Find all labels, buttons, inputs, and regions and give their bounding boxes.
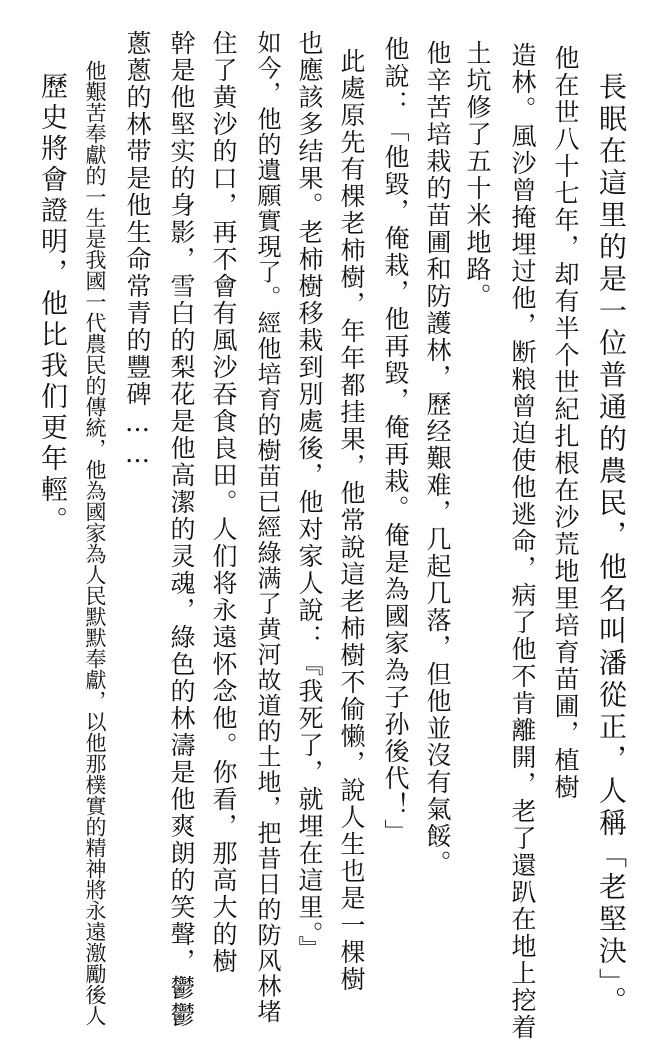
text-column-7: 此處原先有棵老柿樹，年年都挂果，他常說這老柿樹不偷懒，說人生也是一棵樹 — [337, 48, 366, 993]
text-column-8: 也應該多结果。老柿樹移栽到別處後，他对家人說：『我死了，就埋在這里。』 — [295, 30, 324, 963]
text-column-11: 幹是他堅实的身影，雪白的梨花是他高潔的灵魂，綠色的林濤是他爽朗的笑聲，鬱鬱 — [167, 30, 196, 1029]
text-column-4: 土坑修了五十米地路。 — [463, 40, 492, 310]
text-column-5: 他辛苦培栽的苗圃和防護林，歷经艱难，几起几落，但他並沒有氣餒。 — [423, 40, 452, 877]
text-column-10: 住了黄沙的口，再不會有風沙吞食良田。人们将永遠怀念他。你看，那高大的樹 — [209, 30, 238, 975]
text-column-13: 他艱苦奉獻的一生是我國一代農民的傳統，他為國家為人民默默奉獻，以他那樸實的精神將永遠激勵後人 — [83, 60, 107, 1026]
text-column-3: 造林。風沙曾掩埋过他，断粮曾迫使他逃命，病了他不肯離開，老了還趴在地上挖着 — [508, 42, 537, 1041]
text-column-14: 歷史將會證明，他比我们更年輕。 — [36, 72, 67, 537]
text-column-6: 他說：「他毀，俺栽，他再毀，俺再栽。俺是為國家為子孙後代！」 — [381, 36, 410, 846]
text-column-1: 長眠在這里的是一位普通的農民，他名叫潘從正，人稱「老堅決」。 — [595, 72, 628, 1018]
text-column-9: 如今，他的遺願實現了。經他培育的樹苗已經綠满了黄河故道的土地，把昔日的防风林堵 — [253, 30, 281, 1025]
text-column-12: 蔥蔥的林带是他生命常青的豐碑…… — [123, 30, 152, 470]
text-column-2: 他在世八十七年，却有半个世紀扎根在沙荒地里培育苗圃，植樹 — [551, 45, 580, 801]
